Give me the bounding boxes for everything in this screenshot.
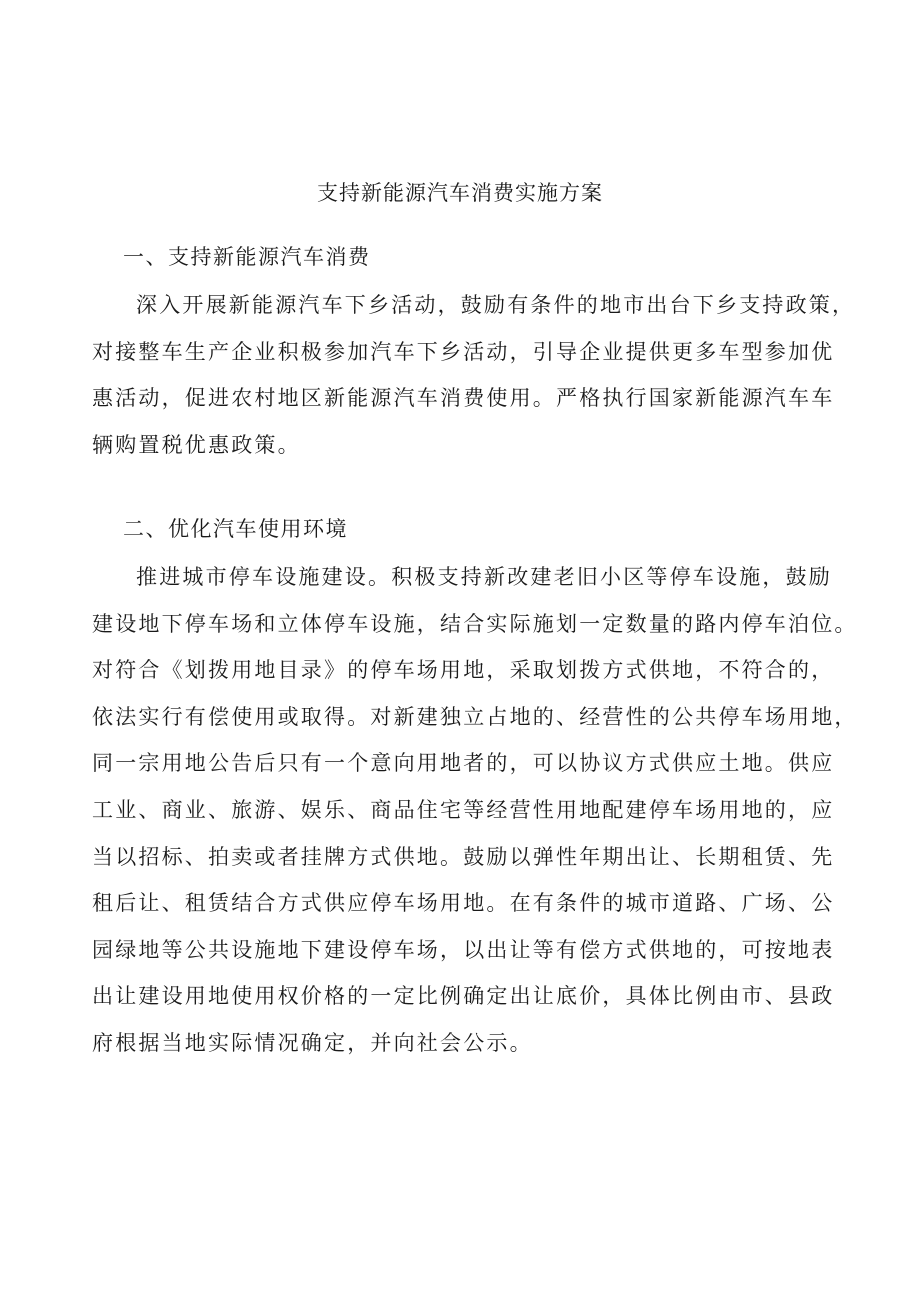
paragraph-line: 辆购置税优惠政策。 — [92, 432, 301, 457]
paragraph-line: 深入开展新能源汽车下乡活动，鼓励有条件的地市出台下乡支持政策， — [136, 293, 856, 317]
paragraph-line: 当以招标、拍卖或者挂牌方式供地。鼓励以弹性年期出让、长期租赁、先 — [92, 844, 835, 869]
paragraph-line: 工业、商业、旅游、娱乐、商品住宅等经营性用地配建停车场用地的，应 — [92, 797, 835, 822]
paragraph-line: 惠活动，促进农村地区新能源汽车消费使用。严格执行国家新能源汽车车 — [92, 386, 835, 411]
paragraph-line: 租后让、租赁结合方式供应停车场用地。在有条件的城市道路、广场、公 — [92, 891, 835, 916]
paragraph-line: 依法实行有偿使用或取得。对新建独立占地的、经营性的公共停车场用地， — [92, 704, 858, 729]
section-heading-2: 二、优化汽车使用环境 — [123, 517, 348, 541]
paragraph-line: 园绿地等公共设施地下建设停车场，以出让等有偿方式供地的，可按地表 — [92, 937, 835, 962]
paragraph-line: 府根据当地实际情况确定，并向社会公示。 — [92, 1030, 533, 1055]
paragraph-line: 推进城市停车设施建设。积极支持新改建老旧小区等停车设施，鼓励 — [136, 565, 832, 589]
paragraph-line: 建设地下停车场和立体停车设施，结合实际施划一定数量的路内停车泊位。 — [92, 611, 858, 636]
paragraph-line: 对符合《划拨用地目录》的停车场用地，采取划拨方式供地，不符合的， — [92, 658, 835, 683]
paragraph-line: 对接整车生产企业积极参加汽车下乡活动，引导企业提供更多车型参加优 — [92, 339, 835, 364]
paragraph-line: 同一宗用地公告后只有一个意向用地者的，可以协议方式供应土地。供应 — [92, 751, 835, 776]
section-heading-1: 一、支持新能源汽车消费 — [123, 245, 371, 269]
section-1-paragraph — [92, 290, 856, 476]
section-2-paragraph — [92, 562, 858, 1075]
document-title: 支持新能源汽车消费实施方案 — [317, 181, 603, 205]
paragraph-line: 出让建设用地使用权价格的一定比例确定出让底价，具体比例由市、县政 — [92, 984, 835, 1009]
